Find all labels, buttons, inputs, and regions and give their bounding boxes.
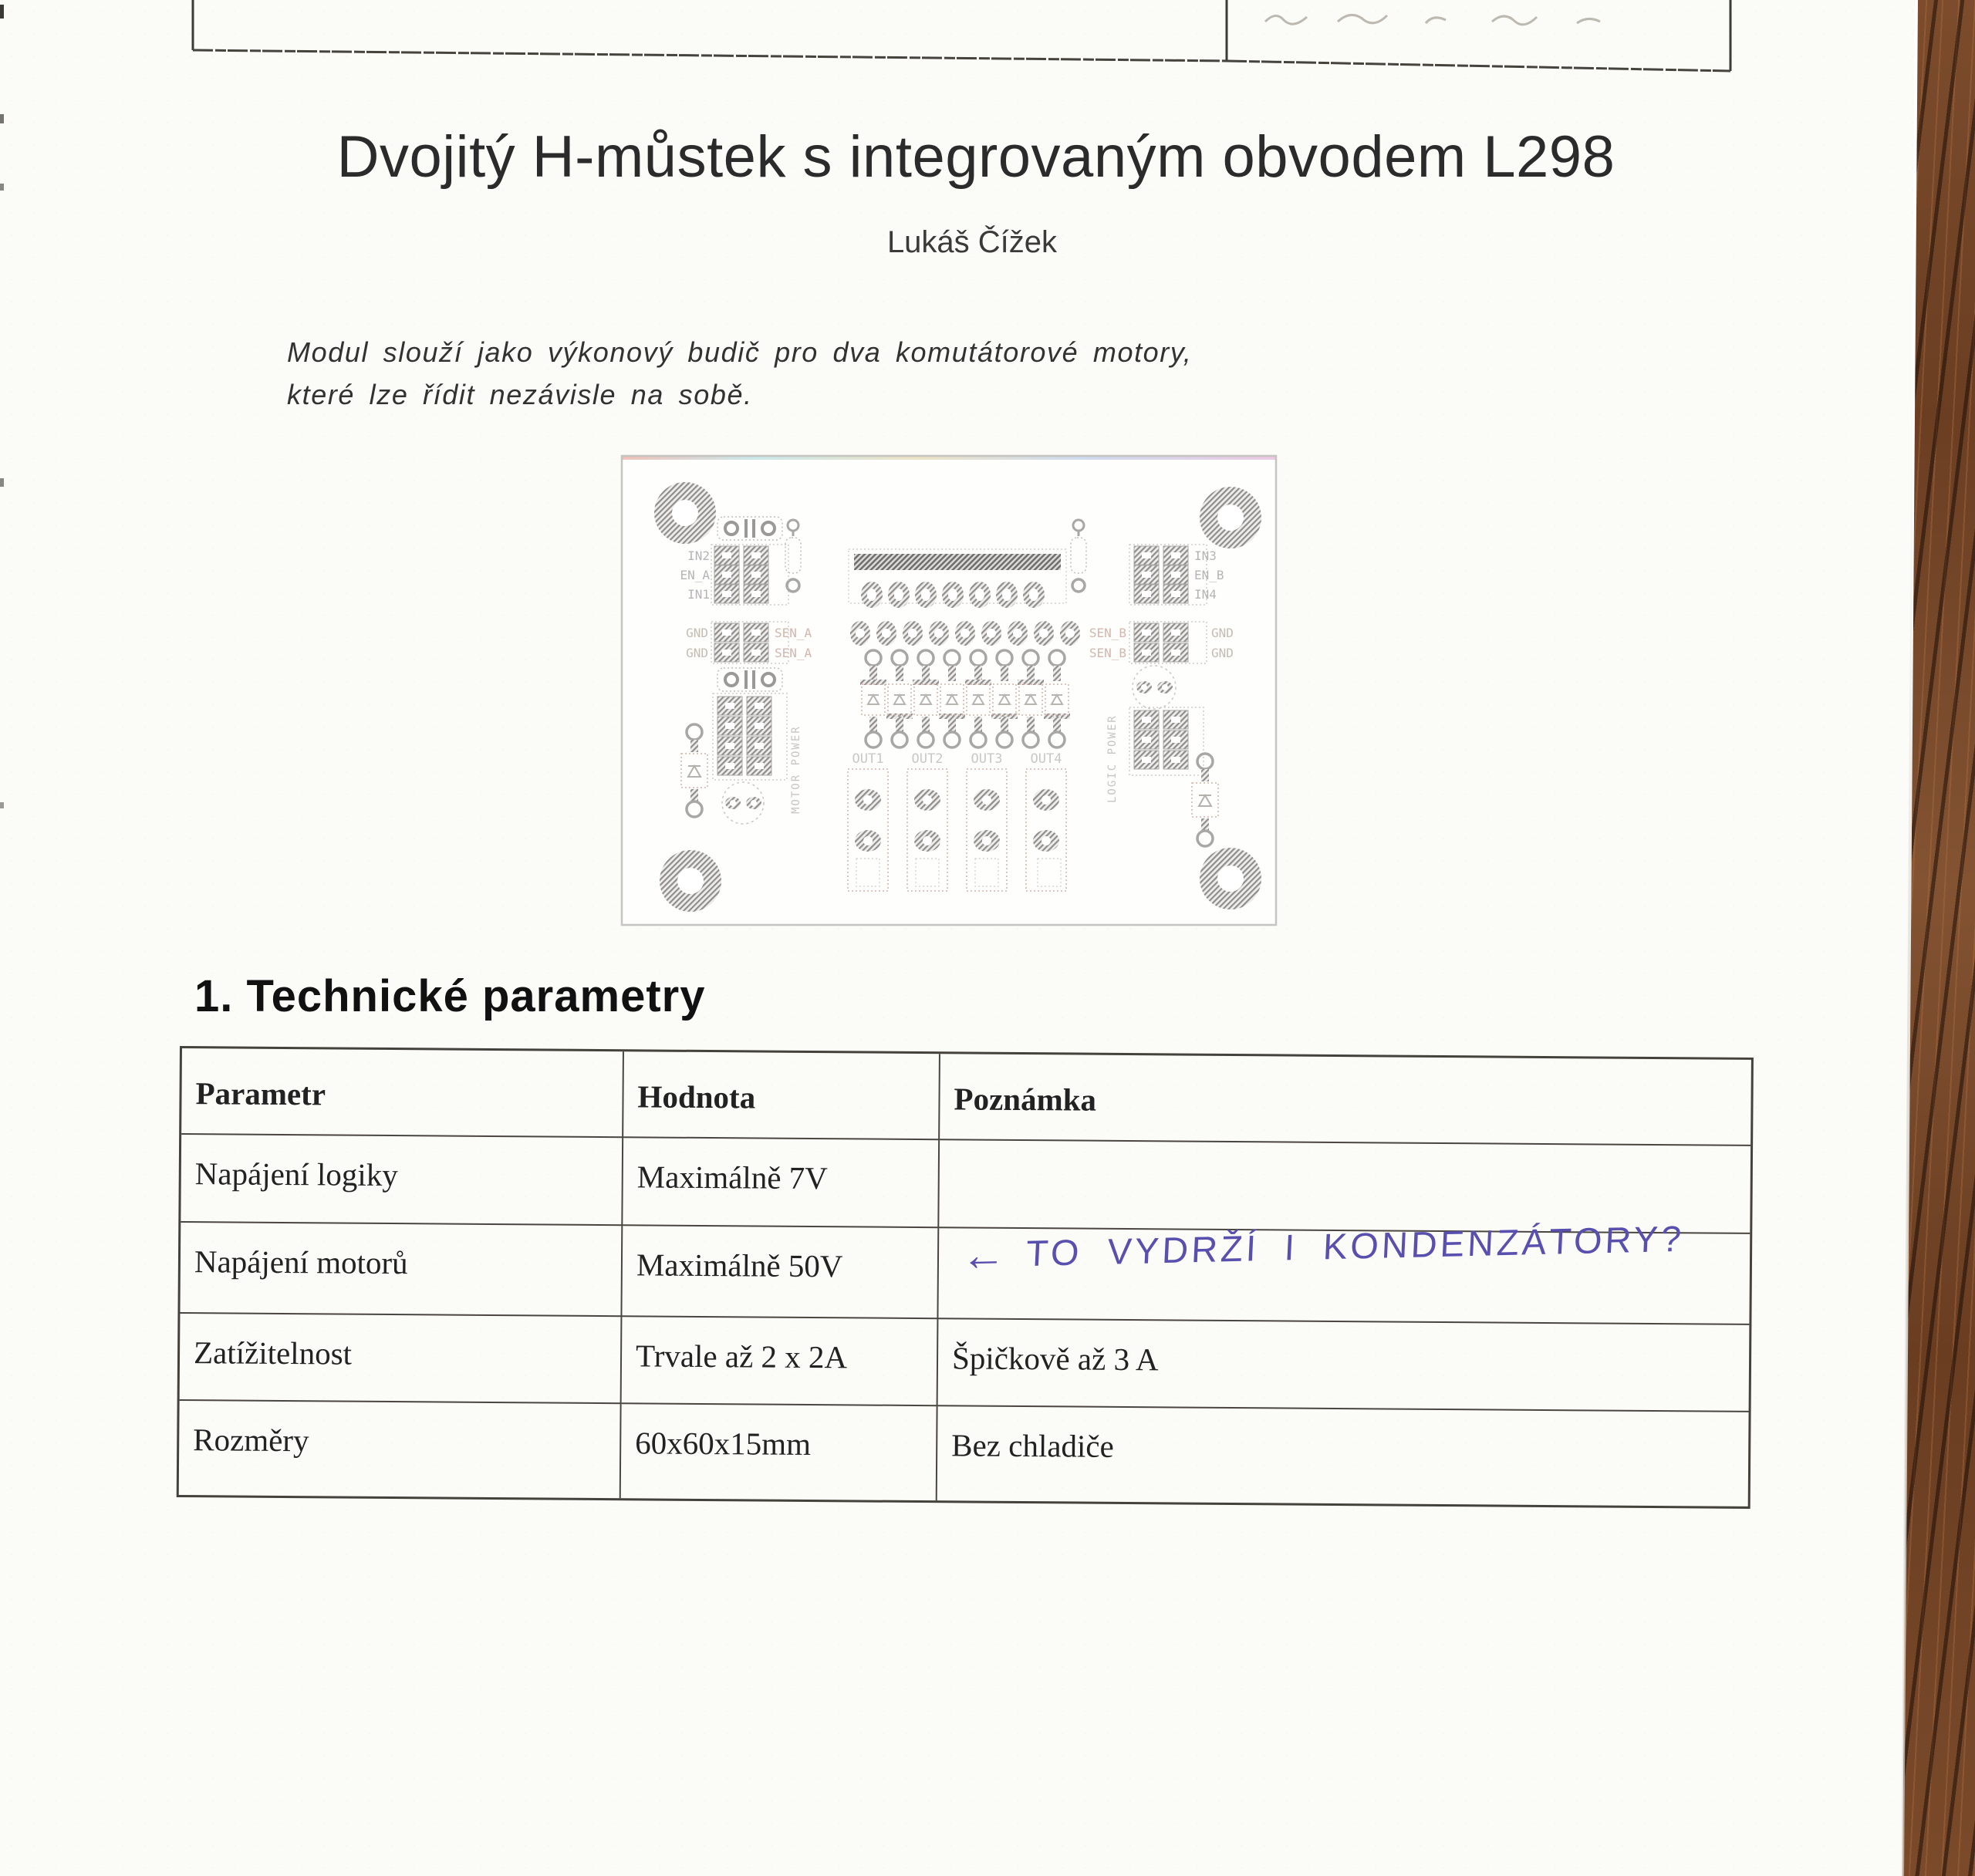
table-cell-parametr: Napájení motorů xyxy=(180,1223,623,1317)
top-table-remnant xyxy=(0,0,1975,100)
pcb-label-en-b: EN_B xyxy=(1194,568,1224,582)
pcb-label-out4: OUT4 xyxy=(1030,751,1062,767)
scan-artifact-mark xyxy=(0,478,4,487)
pcb-label-in3: IN3 xyxy=(1194,548,1217,563)
pcb-label-logic-power: LOGIC POWER xyxy=(1106,714,1119,803)
scan-color-fringe xyxy=(623,457,1275,460)
remnant-bottom-line xyxy=(193,50,1227,61)
intro-line2: které lze řídit nezávisle na sobě. xyxy=(287,378,753,410)
pcb-label-gnd: GND xyxy=(686,646,708,660)
table-cell-hodnota: Trvale až 2 x 2A xyxy=(622,1317,939,1406)
pcb-label-gnd: GND xyxy=(1211,626,1234,640)
table-header-parametr: Parametr xyxy=(181,1048,624,1138)
table-cell-poznamka: Špičkově až 3 A xyxy=(938,1319,1750,1412)
pcb-label-sen-b: SEN_B xyxy=(1089,646,1126,660)
mounting-hole xyxy=(1200,487,1261,548)
author-name: Lukáš Čížek xyxy=(886,225,1058,259)
pcb-label-in1: IN1 xyxy=(687,587,710,602)
table-cell-hodnota: Maximálně 7V xyxy=(623,1138,940,1228)
faint-pencil-marks xyxy=(1265,15,1600,24)
pcb-label-out3: OUT3 xyxy=(971,751,1003,767)
table-cell-hodnota: 60x60x15mm xyxy=(621,1404,938,1500)
pcb-label-sen-a: SEN_A xyxy=(775,646,812,660)
mounting-hole xyxy=(654,482,716,544)
pcb-label-gnd: GND xyxy=(686,626,708,640)
handwritten-annotation-text: TO VYDRŽÍ I KONDENZÁTORY? xyxy=(1025,1217,1686,1274)
mounting-hole xyxy=(1200,848,1261,909)
table-cell-hodnota: Maximálně 50V xyxy=(622,1226,939,1319)
pcb-layout-figure xyxy=(617,451,1281,930)
scan-artifact-mark xyxy=(0,184,4,191)
handwritten-left-arrow-icon: ← xyxy=(960,1229,1008,1281)
table-header-hodnota: Hodnota xyxy=(623,1051,940,1140)
scan-artifact-mark xyxy=(0,114,4,123)
pcb-label-en-a: EN_A xyxy=(680,568,710,582)
mounting-hole xyxy=(660,850,721,912)
table-cell-parametr: Rozměry xyxy=(179,1401,622,1498)
table-cell-parametr: Zatížitelnost xyxy=(180,1314,623,1404)
pcb-label-sen-b: SEN_B xyxy=(1089,626,1126,640)
pcb-label-in4: IN4 xyxy=(1194,587,1217,602)
pcb-label-gnd: GND xyxy=(1211,646,1234,660)
pcb-board-outline xyxy=(622,456,1276,925)
remnant-bottom-line xyxy=(1227,61,1730,71)
table-cell-parametr: Napájení logiky xyxy=(181,1135,623,1226)
scan-artifact-mark xyxy=(0,802,4,808)
intro-line1: Modul slouží jako výkonový budič pro dva komutátorové motory, xyxy=(287,336,1193,368)
section-heading: 1. Technické parametry xyxy=(194,971,706,1021)
pcb-label-motor-power: MOTOR POWER xyxy=(790,725,802,814)
document-title: Dvojitý H-můstek s integrovaným obvodem L298 xyxy=(336,124,1615,190)
intro-paragraph xyxy=(287,332,1645,416)
pcb-label-out1: OUT1 xyxy=(852,751,884,767)
pcb-label-out2: OUT2 xyxy=(911,751,944,767)
pcb-label-in2: IN2 xyxy=(687,548,710,563)
table-header-poznamka: Poznámka xyxy=(940,1054,1751,1146)
pcb-label-sen-a: SEN_A xyxy=(775,626,812,640)
table-cell-poznamka: Bez chladiče xyxy=(951,1427,1114,1464)
